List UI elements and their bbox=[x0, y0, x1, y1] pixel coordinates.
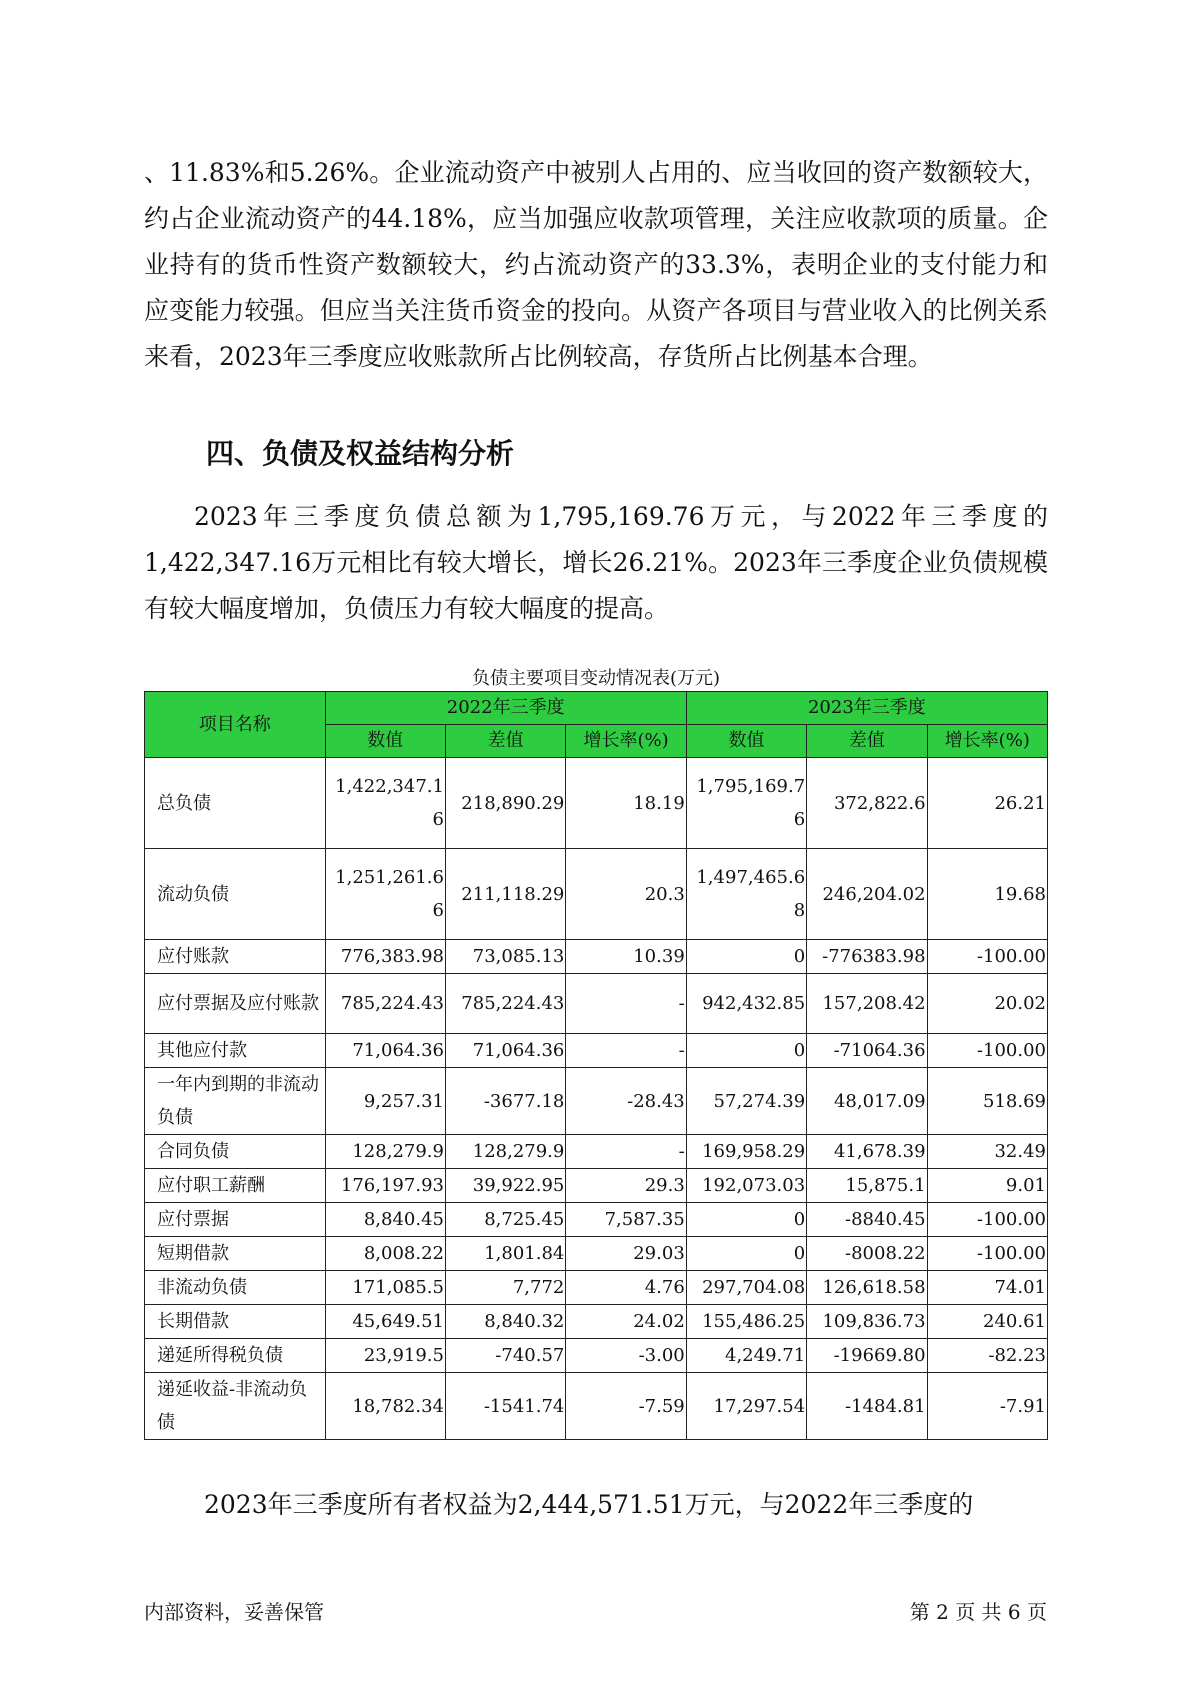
table-title: 负债主要项目变动情况表(万元) bbox=[471, 668, 721, 689]
header-diff-2023: 差值 bbox=[807, 725, 927, 758]
cell-diff-2023: 15,875.1 bbox=[807, 1169, 927, 1203]
cell-diff-2023: 157,208.42 bbox=[807, 974, 927, 1034]
cell-growth-2023: -100.00 bbox=[927, 1034, 1047, 1068]
cell-value-2022: 776,383.98 bbox=[325, 940, 445, 974]
cell-value-2022: 9,257.31 bbox=[325, 1068, 445, 1135]
footer-page-number: 第 2 页 共 6 页 bbox=[909, 1600, 1047, 1624]
table-row bbox=[145, 758, 1048, 849]
cell-diff-2022: 1,801.84 bbox=[445, 1237, 565, 1271]
table-row bbox=[145, 1373, 1048, 1440]
header-growth-2023: 增长率(%) bbox=[927, 725, 1047, 758]
cell-growth-2023: 240.61 bbox=[927, 1305, 1047, 1339]
cell-diff-2023: 41,678.39 bbox=[807, 1135, 927, 1169]
cell-value-2022: 171,085.5 bbox=[325, 1271, 445, 1305]
row-name: 总负债 bbox=[145, 758, 326, 849]
cell-growth-2023: 74.01 bbox=[927, 1271, 1047, 1305]
cell-diff-2022: 73,085.13 bbox=[445, 940, 565, 974]
cell-growth-2022: - bbox=[566, 974, 686, 1034]
row-name: 应付票据及应付账款 bbox=[145, 974, 326, 1034]
cell-diff-2023: -8840.45 bbox=[807, 1203, 927, 1237]
cell-value-2023: 57,274.39 bbox=[686, 1068, 806, 1135]
cell-value-2023: 169,958.29 bbox=[686, 1135, 806, 1169]
cell-value-2023: 155,486.25 bbox=[686, 1305, 806, 1339]
cell-growth-2022: 29.03 bbox=[566, 1237, 686, 1271]
cell-value-2022: 128,279.9 bbox=[325, 1135, 445, 1169]
body-paragraph-liabilities: 2023年三季度负债总额为1,795,169.76万元，与2022年三季度的1,422,347.16万元相比有较大增长，增长26.21%。2023年三季度企业负债规模有较大幅度增加，负债压力有较大幅度的提高。 bbox=[144, 502, 1048, 623]
row-name: 递延所得税负债 bbox=[145, 1339, 326, 1373]
cell-diff-2023: -71064.36 bbox=[807, 1034, 927, 1068]
cell-growth-2023: 20.02 bbox=[927, 974, 1047, 1034]
cell-diff-2023: -776383.98 bbox=[807, 940, 927, 974]
row-name: 其他应付款 bbox=[145, 1034, 326, 1068]
header-value-2022: 数值 bbox=[325, 725, 445, 758]
cell-value-2023: 1,795,169.76 bbox=[686, 758, 806, 849]
cell-value-2022: 71,064.36 bbox=[325, 1034, 445, 1068]
row-name: 一年内到期的非流动负债 bbox=[145, 1068, 326, 1135]
header-diff-2022: 差值 bbox=[445, 725, 565, 758]
row-name: 递延收益-非流动负债 bbox=[145, 1373, 326, 1440]
table-row bbox=[145, 1271, 1048, 1305]
table-row bbox=[145, 1169, 1048, 1203]
row-name: 长期借款 bbox=[145, 1305, 326, 1339]
table-row bbox=[145, 1203, 1048, 1237]
cell-value-2023: 0 bbox=[686, 1203, 806, 1237]
table-row bbox=[145, 1237, 1048, 1271]
cell-value-2022: 176,197.93 bbox=[325, 1169, 445, 1203]
cell-diff-2023: -1484.81 bbox=[807, 1373, 927, 1440]
table-row bbox=[145, 940, 1048, 974]
cell-growth-2023: -7.91 bbox=[927, 1373, 1047, 1440]
cell-diff-2022: -740.57 bbox=[445, 1339, 565, 1373]
cell-value-2022: 1,251,261.66 bbox=[325, 849, 445, 940]
cell-value-2022: 785,224.43 bbox=[325, 974, 445, 1034]
cell-value-2022: 8,840.45 bbox=[325, 1203, 445, 1237]
cell-growth-2023: -100.00 bbox=[927, 1237, 1047, 1271]
row-name: 应付职工薪酬 bbox=[145, 1169, 326, 1203]
cell-growth-2022: -28.43 bbox=[566, 1068, 686, 1135]
cell-growth-2023: 26.21 bbox=[927, 758, 1047, 849]
cell-value-2022: 45,649.51 bbox=[325, 1305, 445, 1339]
cell-value-2023: 0 bbox=[686, 1034, 806, 1068]
footer-confidential-note: 内部资料，妥善保管 bbox=[144, 1600, 324, 1624]
cell-value-2023: 0 bbox=[686, 940, 806, 974]
cell-growth-2022: 18.19 bbox=[566, 758, 686, 849]
row-name: 应付账款 bbox=[145, 940, 326, 974]
cell-diff-2023: 126,618.58 bbox=[807, 1271, 927, 1305]
cell-growth-2022: 7,587.35 bbox=[566, 1203, 686, 1237]
header-item-name: 项目名称 bbox=[145, 692, 326, 758]
cell-diff-2022: 785,224.43 bbox=[445, 974, 565, 1034]
cell-value-2023: 4,249.71 bbox=[686, 1339, 806, 1373]
cell-growth-2023: 9.01 bbox=[927, 1169, 1047, 1203]
table-row bbox=[145, 1135, 1048, 1169]
table-row bbox=[145, 974, 1048, 1034]
cell-diff-2023: 372,822.6 bbox=[807, 758, 927, 849]
cell-diff-2022: 218,890.29 bbox=[445, 758, 565, 849]
cell-growth-2023: 19.68 bbox=[927, 849, 1047, 940]
cell-value-2023: 297,704.08 bbox=[686, 1271, 806, 1305]
header-value-2023: 数值 bbox=[686, 725, 806, 758]
row-name: 应付票据 bbox=[145, 1203, 326, 1237]
cell-growth-2022: 4.76 bbox=[566, 1271, 686, 1305]
cell-value-2022: 1,422,347.16 bbox=[325, 758, 445, 849]
cell-growth-2023: -82.23 bbox=[927, 1339, 1047, 1373]
cell-diff-2022: 39,922.95 bbox=[445, 1169, 565, 1203]
row-name: 合同负债 bbox=[145, 1135, 326, 1169]
cell-growth-2022: 20.3 bbox=[566, 849, 686, 940]
cell-diff-2023: -8008.22 bbox=[807, 1237, 927, 1271]
cell-value-2023: 1,497,465.68 bbox=[686, 849, 806, 940]
cell-growth-2022: 10.39 bbox=[566, 940, 686, 974]
cell-growth-2022: -7.59 bbox=[566, 1373, 686, 1440]
cell-growth-2023: 518.69 bbox=[927, 1068, 1047, 1135]
cell-growth-2023: -100.00 bbox=[927, 940, 1047, 974]
cell-value-2022: 23,919.5 bbox=[325, 1339, 445, 1373]
table-row bbox=[145, 1305, 1048, 1339]
body-paragraph-equity: 2023年三季度所有者权益为2,444,571.51万元，与2022年三季度的 bbox=[204, 1490, 974, 1519]
row-name: 非流动负债 bbox=[145, 1271, 326, 1305]
table-row bbox=[145, 1034, 1048, 1068]
cell-value-2022: 18,782.34 bbox=[325, 1373, 445, 1440]
cell-value-2022: 8,008.22 bbox=[325, 1237, 445, 1271]
cell-growth-2022: 29.3 bbox=[566, 1169, 686, 1203]
cell-growth-2022: - bbox=[566, 1034, 686, 1068]
cell-diff-2022: 128,279.9 bbox=[445, 1135, 565, 1169]
cell-diff-2022: 7,772 bbox=[445, 1271, 565, 1305]
cell-growth-2022: -3.00 bbox=[566, 1339, 686, 1373]
cell-diff-2023: 246,204.02 bbox=[807, 849, 927, 940]
cell-growth-2023: 32.49 bbox=[927, 1135, 1047, 1169]
table-row bbox=[145, 1068, 1048, 1135]
cell-value-2023: 0 bbox=[686, 1237, 806, 1271]
table-row bbox=[145, 849, 1048, 940]
row-name: 流动负债 bbox=[145, 849, 326, 940]
cell-growth-2022: 24.02 bbox=[566, 1305, 686, 1339]
cell-value-2023: 942,432.85 bbox=[686, 974, 806, 1034]
header-growth-2022: 增长率(%) bbox=[566, 725, 686, 758]
cell-value-2023: 192,073.03 bbox=[686, 1169, 806, 1203]
cell-diff-2022: -1541.74 bbox=[445, 1373, 565, 1440]
cell-diff-2022: 8,840.32 bbox=[445, 1305, 565, 1339]
header-period-2023: 2023年三季度 bbox=[686, 692, 1047, 725]
cell-diff-2022: -3677.18 bbox=[445, 1068, 565, 1135]
row-name: 短期借款 bbox=[145, 1237, 326, 1271]
body-paragraph-assets: 、11.83%和5.26%。企业流动资产中被别人占用的、应当收回的资产数额较大，约占企业流动资产的44.18%，应当加强应收款项管理，关注应收款项的质量。企业持有的货币性资产数额较大，约占流动资产的33.3%，表明企业的支付能力和应变能力较强。但应当关注货币资金的投向。从资产各项目与营业收入的比例关系来看，2023年三季度应收账款所占比例较高，存货所占比例基本合理。 bbox=[144, 158, 1048, 371]
cell-growth-2022: - bbox=[566, 1135, 686, 1169]
cell-diff-2022: 8,725.45 bbox=[445, 1203, 565, 1237]
table-row bbox=[145, 1339, 1048, 1373]
cell-growth-2023: -100.00 bbox=[927, 1203, 1047, 1237]
liabilities-table bbox=[144, 691, 1048, 1440]
cell-diff-2023: 48,017.09 bbox=[807, 1068, 927, 1135]
section-heading: 四、负债及权益结构分析 bbox=[206, 437, 515, 470]
table-body bbox=[145, 758, 1048, 1440]
cell-diff-2022: 211,118.29 bbox=[445, 849, 565, 940]
cell-diff-2023: -19669.80 bbox=[807, 1339, 927, 1373]
header-period-2022: 2022年三季度 bbox=[325, 692, 686, 725]
cell-value-2023: 17,297.54 bbox=[686, 1373, 806, 1440]
cell-diff-2023: 109,836.73 bbox=[807, 1305, 927, 1339]
cell-diff-2022: 71,064.36 bbox=[445, 1034, 565, 1068]
